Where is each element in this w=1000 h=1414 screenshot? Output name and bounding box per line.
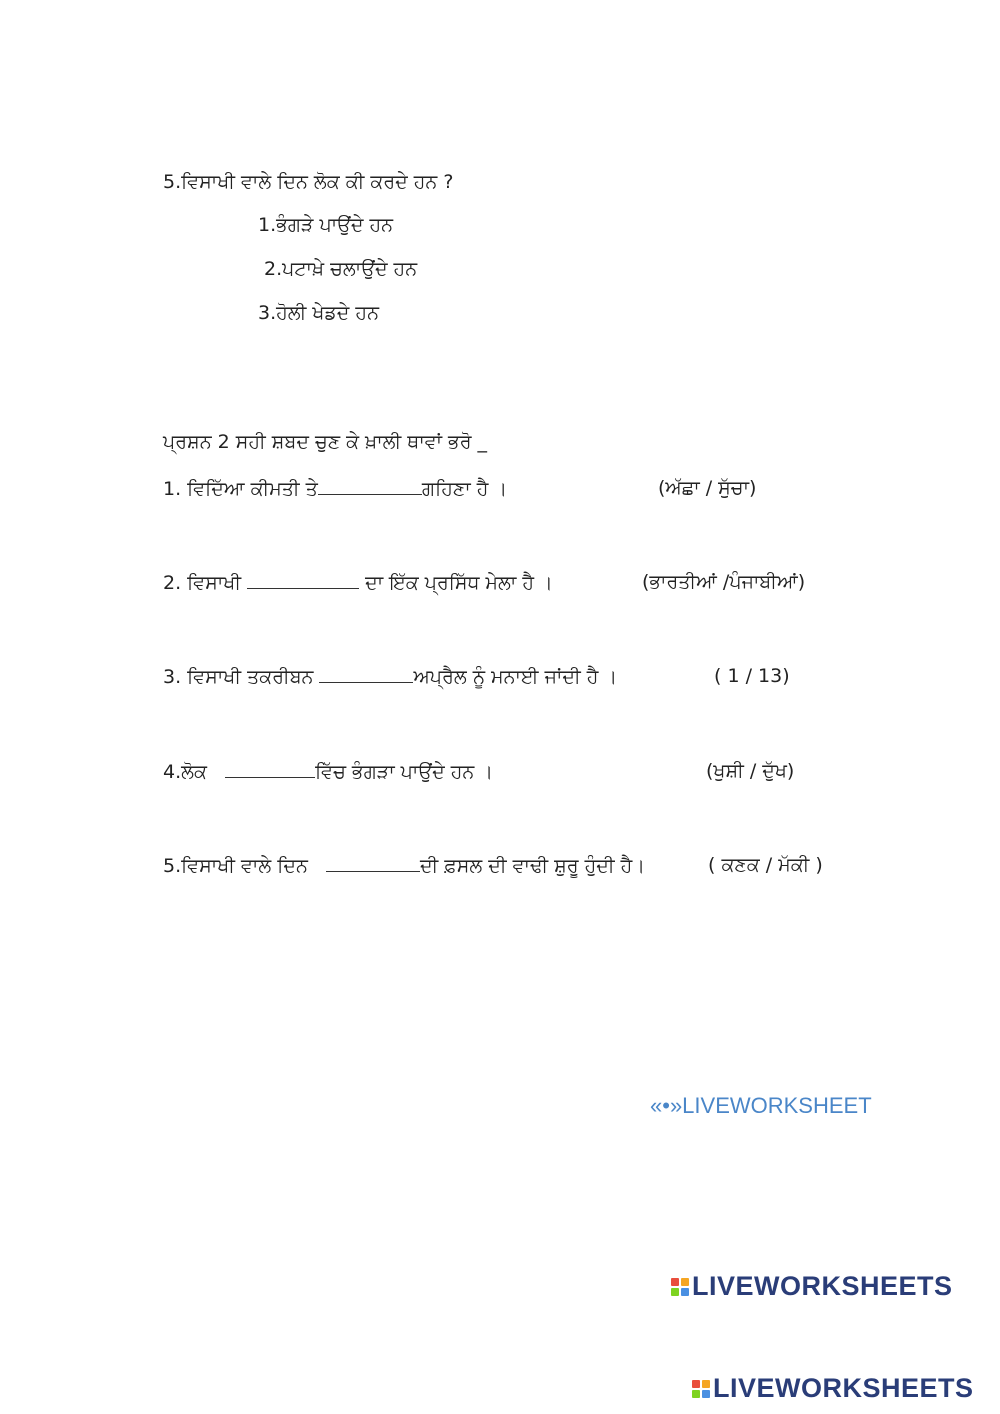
fill-item-text-after: ਦਾ ਇੱਕ ਪ੍ਰਸਿੱਧ ਮੇਲਾ ਹੈ ।	[365, 572, 553, 594]
choices-4: (ਖੁਸ਼ੀ / ਦੁੱਖ)	[706, 760, 795, 782]
brand-text: LIVEWORKSHEETS	[692, 1271, 953, 1301]
option-2[interactable]: 2.ਪਟਾਖ਼ੇ ਚਲਾਉਂਦੇ ਹਨ	[264, 258, 418, 280]
fill-item-text-before: 1. ਵਿਦਿੱਆ ਕੀਮਤੀ ਤੇ	[163, 478, 318, 500]
fill-item-2	[163, 570, 553, 595]
liveworksheets-brand-footer[interactable]	[692, 1373, 974, 1404]
section-2-heading: ਪ੍ਰਸ਼ਨ 2 ਸਹੀ ਸ਼ਬਦ ਚੁਣ ਕੇ ਖ਼ਾਲੀ ਥਾਵਾਂ ਭਰੋ _	[163, 431, 488, 453]
liveworksheets-logo-icon	[692, 1380, 710, 1398]
blank-input-1[interactable]	[318, 476, 422, 495]
fill-item-text-before: 2. ਵਿਸਾਖੀ	[163, 572, 242, 594]
choices-5: ( ਕਣਕ / ਮੱਕੀ )	[708, 854, 823, 876]
fill-item-text-after: ਅਪ੍ਰੈਲ ਨੂੰ ਮਨਾਈ ਜਾਂਦੀ ਹੈ ।	[413, 666, 618, 688]
option-3[interactable]: 3.ਹੋਲੀ ਖੇਡਦੇ ਹਨ	[258, 302, 379, 324]
fill-item-text-before: 4.ਲੋਕ	[163, 761, 207, 783]
fill-item-text-before: 5.ਵਿਸਾਖੀ ਵਾਲੇ ਦਿਨ	[163, 855, 308, 877]
fill-item-text-before: 3. ਵਿਸਾਖੀ ਤਕਰੀਬਨ	[163, 666, 314, 688]
liveworksheets-brand[interactable]	[671, 1271, 953, 1302]
fill-item-4	[163, 759, 493, 784]
fill-item-1	[163, 476, 507, 501]
choices-2: (ਭਾਰਤੀਆਂ /ਪੰਜਾਬੀਆਂ)	[642, 571, 806, 593]
fill-item-5	[163, 853, 645, 878]
brand-text: LIVEWORKSHEETS	[713, 1373, 974, 1403]
fill-item-text-after: ਵਿੱਚ ਭੰਗੜਾ ਪਾਉਂਦੇ ਹਨ ।	[315, 761, 494, 783]
liveworksheets-logo-icon	[671, 1278, 689, 1296]
fill-item-text-after: ਗਹਿਣਾ ਹੈ ।	[421, 478, 508, 500]
blank-input-5[interactable]	[326, 853, 420, 872]
choices-3: ( 1 / 13)	[714, 665, 790, 687]
blank-input-2[interactable]	[247, 570, 359, 589]
question-5: 5.ਵਿਸਾਖੀ ਵਾਲੇ ਦਿਨ ਲੋਕ ਕੀ ਕਰਦੇ ਹਨ ?	[163, 171, 454, 193]
liveworksheet-watermark: «•»LIVEWORKSHEET	[650, 1093, 872, 1118]
fill-item-3	[163, 664, 617, 689]
fill-item-text-after: ਦੀ ਫ਼ਸਲ ਦੀ ਵਾਢੀ ਸ਼ੁਰੂ ਹੁੰਦੀ ਹੈ।	[419, 855, 646, 877]
choices-1: (ਅੱਛਾ / ਸੁੱਚਾ)	[658, 477, 757, 499]
blank-input-4[interactable]	[225, 759, 315, 778]
option-1[interactable]: 1.ਭੰਗੜੇ ਪਾਉਂਦੇ ਹਨ	[258, 214, 394, 236]
blank-input-3[interactable]	[319, 664, 413, 683]
